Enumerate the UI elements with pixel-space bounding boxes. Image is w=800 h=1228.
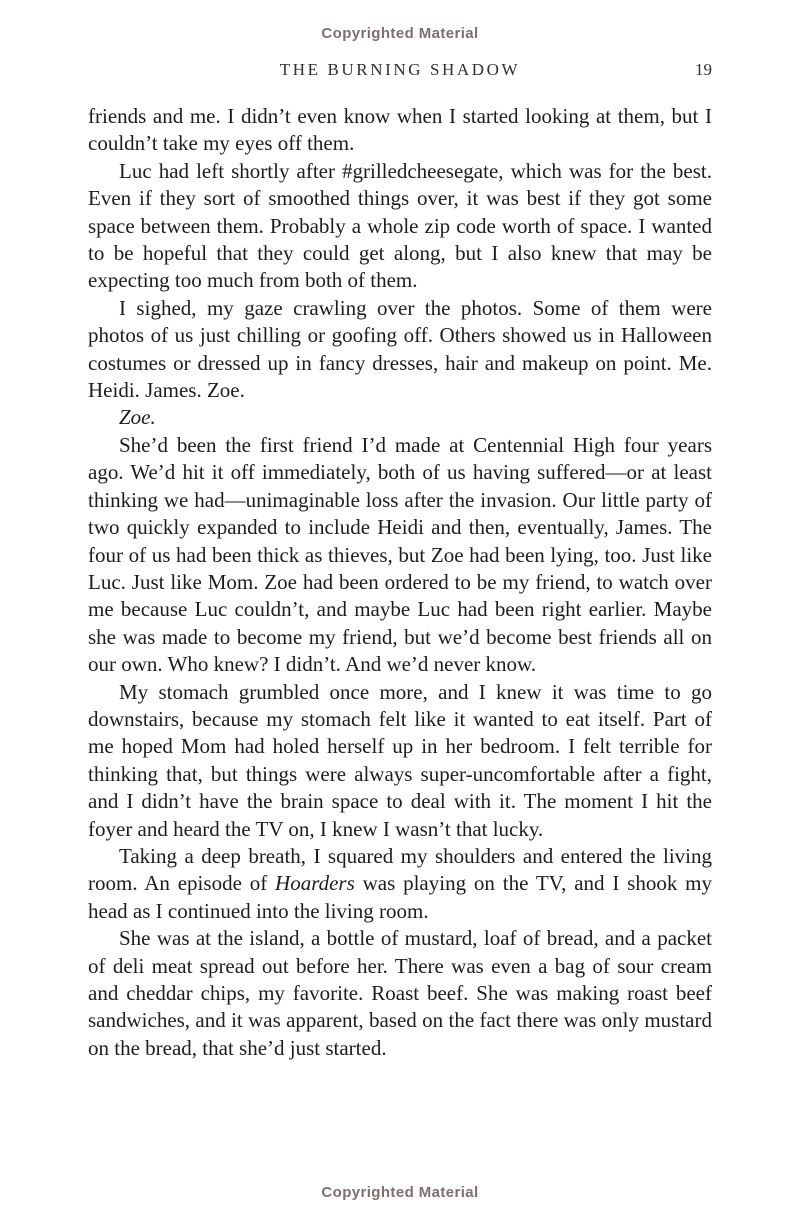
running-header [88, 60, 712, 80]
book-title: THE BURNING SHADOW [279, 60, 521, 79]
italic-text-run: Zoe. [119, 405, 156, 430]
text-run: I sighed, my gaze crawling over the photos. Some of them were photos of us just chilling or goofing off. Others showed us in Halloween costumes or dressed up in fancy dresses, hair and makeup on point. Me. Heidi. James. Zoe. [88, 295, 712, 403]
text-run: Taking a deep breath, I squared my shoulders and entered the living room. An episode of [88, 843, 712, 896]
paragraph [88, 404, 712, 431]
body-text [88, 103, 712, 1062]
text-run: She was at the island, a bottle of mustard, loaf of bread, and a packet of deli meat spread out before her. There was even a bag of sour cream and cheddar chips, my favorite. Roast beef. She was making roast beef sandwiches, and it was apparent, based on the fact there was only mustard on the bread, that she’d just started. [88, 926, 712, 1060]
paragraph [88, 295, 712, 405]
paragraph [88, 925, 712, 1062]
copyright-notice-top: Copyrighted Material [321, 25, 479, 42]
paragraph [88, 158, 712, 295]
paragraph [88, 432, 712, 679]
italic-text-run: Hoarders [275, 871, 355, 896]
page-number: 19 [695, 60, 712, 79]
paragraph [88, 679, 712, 843]
text-run: friends and me. I didn’t even know when I started looking at them, but I couldn’t take my eyes off them. [88, 104, 712, 156]
text-run: She’d been the first friend I’d made at Centennial High four years ago. We’d hit it off immediately, both of us having suffered—or at least thinking we had—unimaginable loss after the invasion. Our little party of two quickly expanded to include Heidi and then, eventually, James. The four of us had been thick as thieves, but Zoe had been lying, too. Just like Luc. Just like Mom. Zoe had been ordered to be my friend, to watch over me because Luc couldn’t, and maybe Luc had been right earlier. Maybe she was made to become my friend, but we’d become best friends all on our own. Who knew? I didn’t. And we’d never know. [88, 432, 712, 677]
text-run: My stomach grumbled once more, and I knew it was time to go downstairs, because my stomach felt like it wanted to eat itself. Part of me hoped Mom had holed herself up in her bedroom. I felt terrible for thinking that, but things were always super-uncomfortable after a fight, and I didn’t have the brain space to deal with it. The moment I hit the foyer and heard the TV on, I knew I wasn’t that lucky. [88, 679, 712, 841]
copyright-notice-bottom: Copyrighted Material [321, 1184, 479, 1201]
text-run: Luc had left shortly after #grilledcheesegate, which was for the best. Even if they sort of smoothed things over, it was best if they got some space between them. Probably a whole zip code worth of space. I wanted to be hopeful that they could get along, but I also knew that may be expecting too much from both of them. [88, 158, 712, 293]
text-run: was playing on the TV, and I shook my head as I continued into the living room. [88, 871, 713, 923]
paragraph [88, 103, 712, 158]
paragraph [88, 843, 712, 925]
